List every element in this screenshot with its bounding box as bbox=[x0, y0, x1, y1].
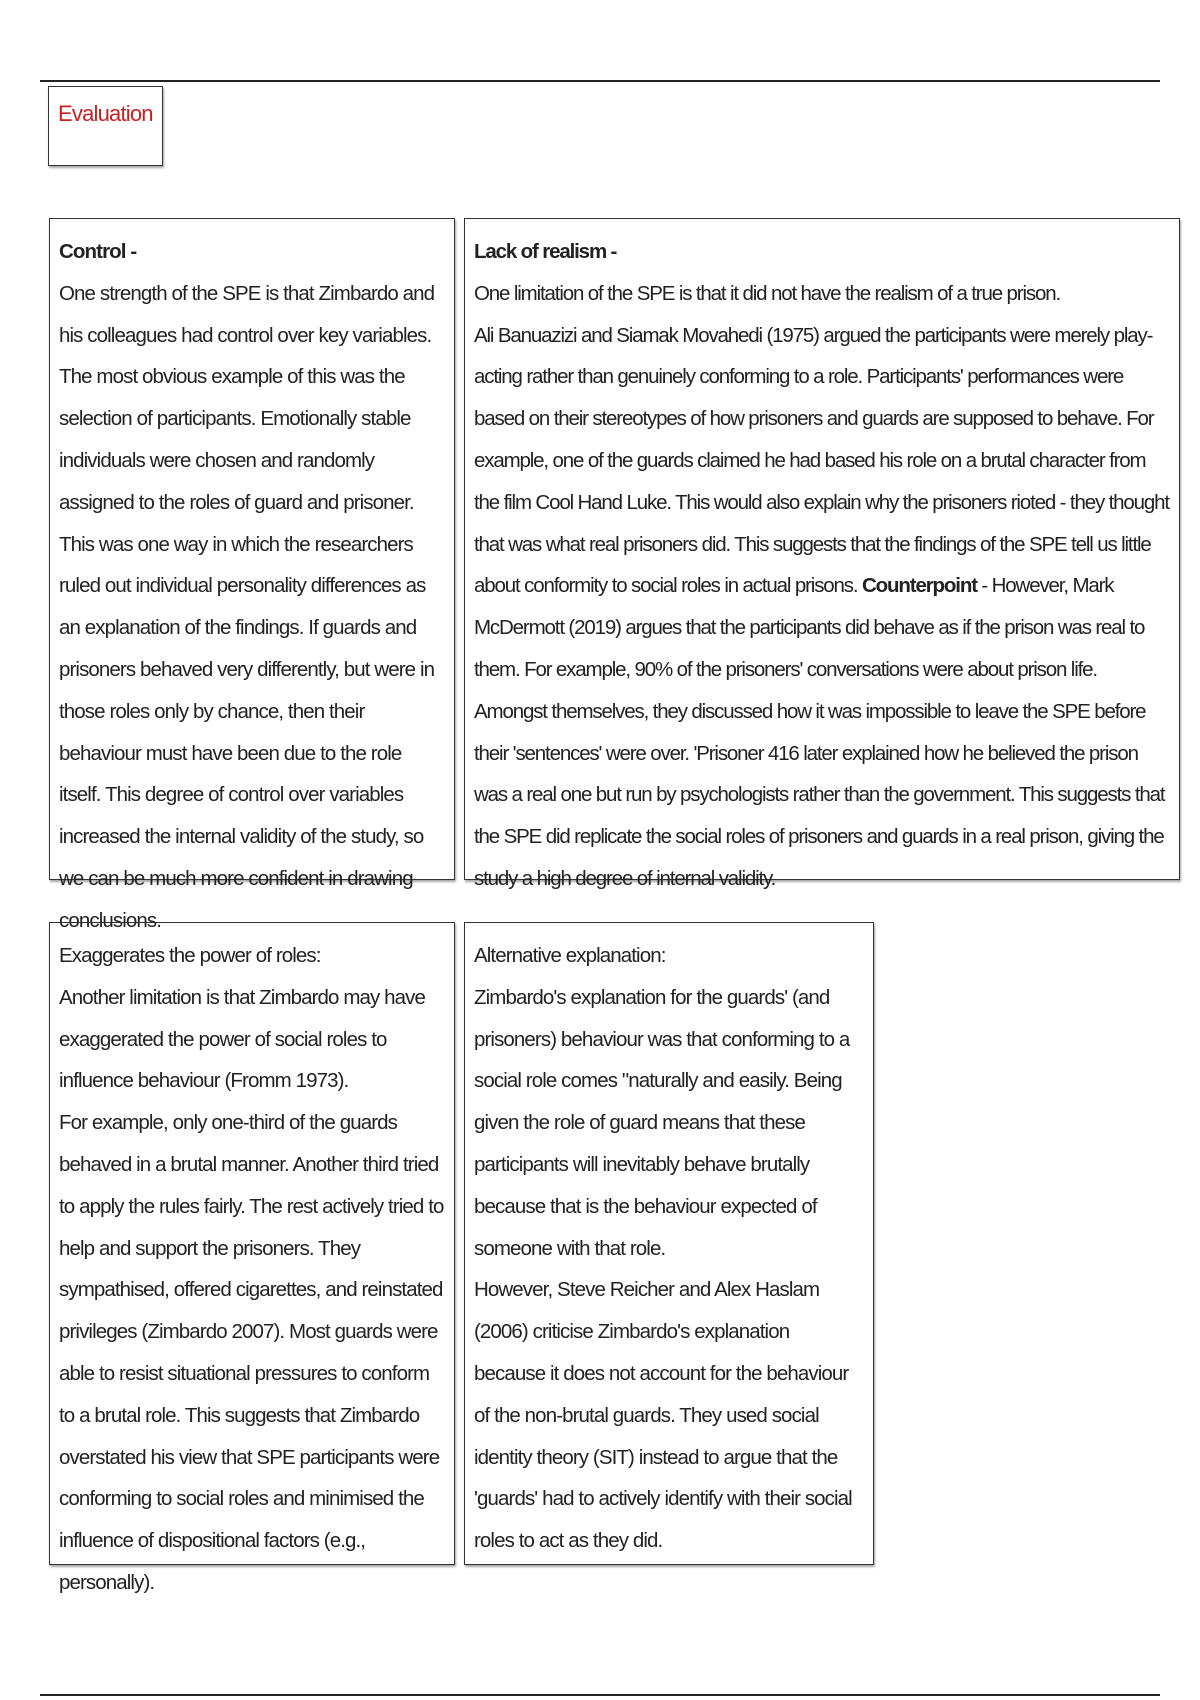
control-box bbox=[49, 218, 455, 932]
evaluation-label: Evaluation bbox=[58, 101, 153, 126]
alternative-paragraph-2: However, Steve Reicher and Alex Haslam (2006) criticise Zimbardo's explanation because it does not account for the behaviour of the non-brutal guards. They used social identity theory (SIT) instead to argue that the 'guards' had to actively identify with their social roles to act as they did. bbox=[474, 1278, 852, 1553]
realism-heading: Lack of realism - bbox=[474, 240, 617, 263]
realism-body-paragraph bbox=[474, 315, 1171, 900]
evaluation-label-box bbox=[48, 86, 163, 166]
realism-intro: One limitation of the SPE is that it did not have the realism of a true prison. bbox=[474, 281, 1061, 305]
control-paragraph-1: One strength of the SPE is that Zimbardo and his colleagues had control over key variables. bbox=[59, 281, 435, 347]
counterpoint-text: - However, Mark McDermott (2019) argues that the participants did behave as if the prison was real to them. For example, 90% of the prisoners' conversations were about prison life. Amongst themselves, they discussed how it was impossible to leave the SPE before their 'sentences' were over. 'Prisoner 416 later explained how he believed the prison was a real one but run by psychologists rather than the government. This suggests that the SPE did replicate the social roles of prisoners and guards in a real prison, giving the study a high degree of internal validity. bbox=[474, 574, 1165, 890]
exaggerates-box bbox=[49, 922, 455, 1594]
counterpoint-label: Counterpoint bbox=[862, 574, 977, 598]
control-heading: Control - bbox=[59, 240, 137, 263]
exaggerates-paragraph-2: For example, only one-third of the guards behaved in a brutal manner. Another third tried to apply the rules fairly. The rest actively tried to help and support the prisoners. They sympathised, offered cigarettes, and reinstated privileges (Zimbardo 2007). Most guards were able to resist situational pressures to conform to a brutal role. This suggests that Zimbardo overstated his view that SPE participants were conforming to social roles and minimised the influence of dispositional factors (e.g., personally). bbox=[59, 1111, 444, 1594]
bottom-rule bbox=[40, 1694, 1160, 1696]
alternative-paragraph-1: Zimbardo's explanation for the guards' (and prisoners) behaviour was that conforming to a social role comes "naturally and easily. Being given the role of guard means that these participants will inevitably behave brutally because that is the behaviour expected of someone with that role. bbox=[474, 985, 850, 1260]
realism-box bbox=[464, 218, 1180, 890]
top-rule bbox=[40, 80, 1160, 82]
exaggerates-paragraph-1: Another limitation is that Zimbardo may have exaggerated the power of social roles to influence behaviour (Fromm 1973). bbox=[59, 985, 426, 1093]
alternative-heading: Alternative explanation: bbox=[474, 944, 666, 967]
realism-body: Ali Banuazizi and Siamak Movahedi (1975) argued the participants were merely play-acting rather than genuinely conforming to a role. Participants' performances were based on their stereotypes of how prisoners and guards are supposed to behave. For example, one of the guards claimed he had based his role on a brutal character from the film Cool Hand Luke. This would also explain why the prisoners rioted - they thought that was what real prisoners did. This suggests that the findings of the SPE tell us little about conformity to social roles in actual prisons. bbox=[474, 323, 1169, 598]
exaggerates-heading: Exaggerates the power of roles: bbox=[59, 944, 321, 967]
control-paragraph-2: The most obvious example of this was the selection of participants. Emotionally stable individuals were chosen and randomly assigned to the roles of guard and prisoner. This was one way in which the researchers ruled out individual personality differences as an explanation of the findings. If guards and prisoners behaved very differently, but were in those roles only by chance, then their behaviour must have been due to the role itself. This degree of control over variables increased the internal validity of the study, so we can be much more confident in drawing conclusions. bbox=[59, 365, 435, 932]
alternative-box bbox=[464, 922, 874, 1565]
